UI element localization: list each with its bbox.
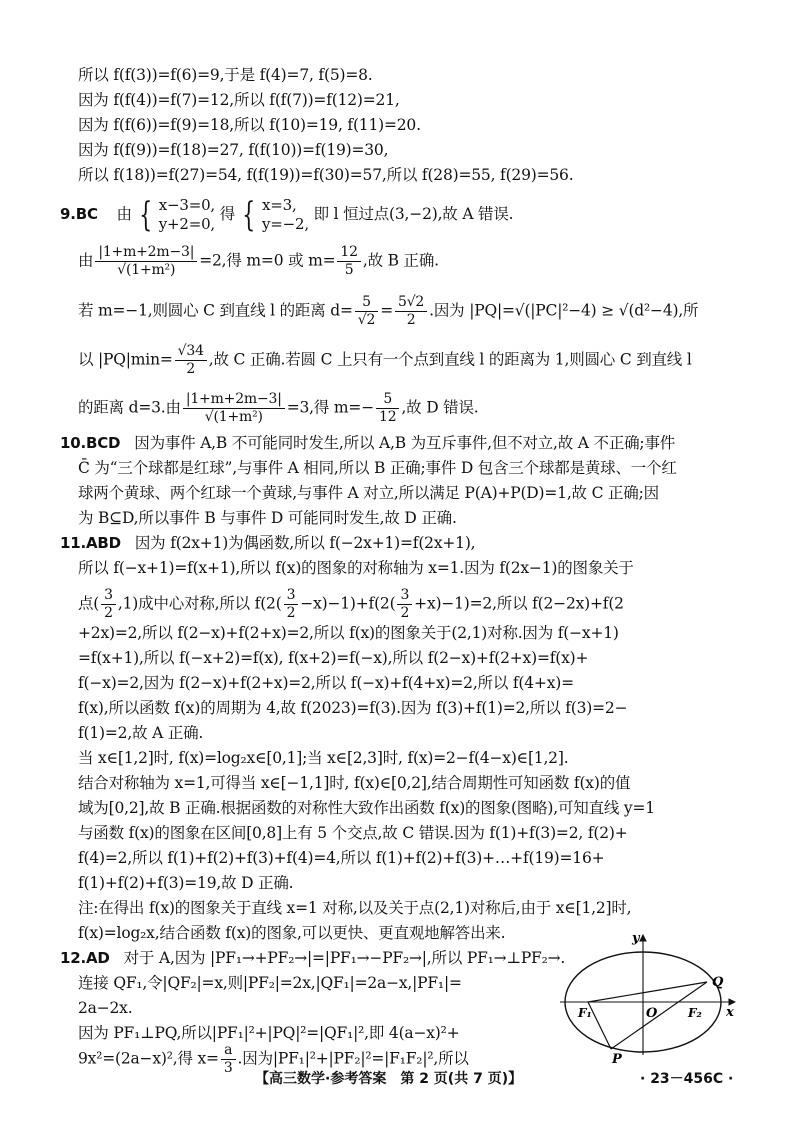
q-label: Q: [712, 975, 724, 990]
text: +x)−1)=2,所以 f(2−2x)+f(2: [414, 594, 624, 613]
denominator: 2: [186, 361, 196, 377]
denominator: √2: [357, 312, 376, 328]
q12-line-1: [60, 947, 565, 969]
text-line: 结合对称轴为 x=1,可得当 x∈[−1,1]时, f(x)∈[0,2],结合周期性可知函数 f(x)的值: [78, 774, 631, 792]
q11-line-3: [78, 587, 624, 622]
f2-label: F₂: [688, 1006, 702, 1020]
footer-code: · 23－456C ·: [640, 1071, 734, 1087]
text-line: 球两个黄球、两个红球一个黄球,与事件 A 对立,所以满足 P(A)+P(D)=1,故 C 正确;因: [78, 484, 659, 502]
text: −x)−1)+f(2(: [300, 594, 396, 613]
text: 以 |PQ|min=: [78, 350, 173, 369]
text: x−3=0,: [158, 196, 215, 214]
footer-page-info: 【高三数学·参考答案 第 2 页(共 7 页)】: [255, 1071, 523, 1087]
text-line: 与函数 f(x)的图象在区间[0,8]上有 5 个交点,故 C 错误.因为 f(1)+f(3)=2, f(2)+: [78, 824, 628, 842]
text-line: 所以 f(−x+1)=f(x+1),所以 f(x)的图象的对称轴为 x=1.因为 f(2x−1)的图象关于: [78, 559, 634, 577]
text: 由: [116, 205, 132, 223]
text-line: 所以 f(18))=f(27)=54, f(f(19))=f(30)=57,所以 f(28)=55, f(29)=56.: [78, 166, 574, 184]
numerator: a: [221, 1042, 236, 1060]
text: 9x²=(2a−x)²,得 x=: [78, 1049, 219, 1068]
ellipse-figure: [560, 930, 760, 1065]
text-line: 因为 PF₁⊥PQ,所以|PF₁|²+|PQ|²=|QF₁|²,即 4(a−x)²+: [78, 1024, 460, 1042]
f1-label: F₁: [578, 1006, 592, 1020]
q9-line-5: [78, 391, 478, 426]
text-line: 域为[0,2],故 B 正确.根据函数的对称性大致作出函数 f(x)的图象(图略),可知直线 y=1: [78, 799, 655, 817]
denominator: √(1+m²): [117, 262, 176, 278]
text-line: 为 B⊆D,所以事件 B 与事件 D 可能同时发生,故 D 正确.: [78, 509, 457, 527]
text: =: [380, 301, 393, 320]
note-line: f(x)=log₂x,结合函数 f(x)的图象,可以更快、更直观地解答出来.: [78, 924, 506, 942]
numerator: 12: [337, 244, 360, 262]
numerator: 5√2: [395, 294, 427, 312]
text: =2,得 m=0 或 m=: [199, 251, 336, 270]
denominator: 5: [344, 262, 354, 278]
fraction: [376, 391, 399, 426]
q9-line-4: [78, 343, 692, 378]
text: 因为 f(2x+1)为偶函数,所以 f(−2x+1)=f(2x+1),: [134, 534, 476, 552]
denominator: 2: [406, 312, 416, 328]
text-line: f(4)=2,所以 f(1)+f(2)+f(3)+f(4)=4,所以 f(1)+f(2)+f(3)+…+f(19)=16+: [78, 849, 605, 867]
text-line: 连接 QF₁,令|QF₂|=x,则|PF₂|=2x,|QF₁|=2a−x,|PF₁|=: [78, 974, 462, 992]
text: .因为 |PQ|=√(|PC|²−4) ≥ √(d²−4),所: [429, 301, 699, 320]
text: ,1)成中心对称,所以 f(2(: [117, 594, 282, 613]
denominator: 2: [400, 605, 410, 621]
text: ,故 C 正确.若圆 C 上只有一个点到直线 l 的距离为 1,则圆心 C 到直线 l: [208, 350, 692, 369]
denominator: 12: [379, 409, 397, 425]
text: 因为事件 A,B 不可能同时发生,所以 A,B 为互斥事件,但不对立,故 A 不正确;事件: [134, 434, 676, 452]
text-line: 因为 f(f(6))=f(9)=18,所以 f(10)=19, f(11)=20.: [78, 116, 421, 134]
text-line: f(−x)=2,因为 f(2−x)+f(2+x)=2,所以 f(−x)+f(4+x)=2,所以 f(4+x)=: [78, 674, 574, 692]
fraction: [101, 587, 116, 622]
text-line: f(x),所以函数 f(x)的周期为 4,故 f(2023)=f(3).因为 f(3)+f(1)=2,所以 f(3)=2−: [78, 699, 628, 717]
text: 由: [78, 251, 94, 270]
equation-system: [262, 196, 309, 234]
q10-label: 10.BCD: [60, 434, 121, 452]
text: y=−2,: [261, 215, 309, 233]
text: .因为|PF₁|²+|PF₂|²=|F₁F₂|²,所以: [237, 1049, 469, 1068]
fraction: [175, 343, 207, 378]
text: 对于 A,因为 |PF₁→+PF₂→|=|PF₁→−PF₂→|,所以 PF₁→⊥PF₂→.: [123, 949, 566, 967]
denominator: 2: [104, 605, 113, 621]
q12-label: 12.AD: [60, 949, 110, 967]
q9-line-2: [78, 244, 439, 279]
q10-line-1: [60, 432, 675, 454]
text: 点(: [78, 594, 100, 613]
text: 的距离 d=3.由: [78, 398, 181, 417]
fraction: [95, 244, 197, 279]
numerator: √34: [175, 343, 207, 361]
q9-label: 9.BC: [60, 205, 98, 223]
text: x=3,: [261, 196, 297, 214]
denominator: √(1+m²): [204, 409, 263, 425]
text: ,故 D 错误.: [401, 398, 479, 417]
text-line: f(1)+f(2)+f(3)=19,故 D 正确.: [78, 874, 294, 892]
numerator: 3: [397, 587, 412, 605]
origin-label: O: [646, 1006, 658, 1021]
text-line: C̄ 为“三个球都是红球”,与事件 A 相同,所以 B 正确;事件 D 包含三个球都是黄球、一个红: [78, 459, 677, 477]
text-line: 所以 f(f(3))=f(6)=9,于是 f(4)=7, f(5)=8.: [78, 66, 373, 84]
text-line: =f(x+1),所以 f(−x+2)=f(x), f(x+2)=f(−x),所以 f(2−x)+f(2+x)=f(x)+: [78, 649, 589, 667]
text-line: 2a−2x.: [78, 999, 133, 1017]
q9-line-3: [78, 294, 698, 329]
fraction: [395, 294, 427, 329]
text-line: 因为 f(f(4))=f(7)=12,所以 f(f(7))=f(12)=21,: [78, 91, 400, 109]
y-axis-label: y: [632, 931, 640, 946]
text: 即 l 恒过点(3,−2),故 A 错误.: [313, 205, 514, 223]
numerator: 3: [101, 587, 116, 605]
numerator: |1+m+2m−3|: [95, 244, 197, 262]
text: y+2=0,: [158, 215, 216, 233]
text: ,故 B 正确.: [362, 251, 439, 270]
fraction: [337, 244, 360, 279]
fraction: [221, 1042, 236, 1077]
brace-icon: {: [242, 195, 255, 235]
text: 得: [219, 205, 236, 223]
text: 若 m=−1,则圆心 C 到直线 l 的距离 d=: [78, 301, 353, 320]
text-line: f(1)=2,故 A 正确.: [78, 724, 204, 742]
denominator: 3: [223, 1060, 233, 1076]
q9-line-1: [60, 196, 513, 234]
brace-icon: {: [138, 195, 152, 235]
text: =3,得 m=−: [286, 398, 375, 417]
fraction: [355, 294, 378, 329]
x-axis-label: x: [726, 1005, 734, 1020]
equation-system: [159, 196, 215, 234]
denominator: 2: [286, 605, 296, 621]
numerator: 5: [355, 294, 378, 312]
numerator: 5: [376, 391, 399, 409]
segment-f1q: [588, 982, 707, 1002]
numerator: 3: [284, 587, 299, 605]
numerator: |1+m+2m−3|: [183, 391, 285, 409]
q11-label: 11.ABD: [60, 534, 121, 552]
note-line: 注:在得出 f(x)的图象关于直线 x=1 对称,以及关于点(2,1)对称后,由于 x∈[1,2]时,: [78, 899, 632, 917]
text-line: 当 x∈[1,2]时, f(x)=log₂x∈[0,1];当 x∈[2,3]时, f(x)=2−f(4−x)∈[1,2].: [78, 749, 569, 767]
fraction: [284, 587, 299, 622]
fraction: [183, 391, 285, 426]
text-line: 因为 f(f(9))=f(18)=27, f(f(10))=f(19)=30,: [78, 141, 389, 159]
text-line: +2x)=2,所以 f(2−x)+f(2+x)=2,所以 f(x)的图象关于(2,1)对称.因为 f(−x+1): [78, 624, 619, 642]
q11-line-1: [60, 532, 475, 554]
p-label: P: [612, 1052, 622, 1065]
fraction: [397, 587, 412, 622]
